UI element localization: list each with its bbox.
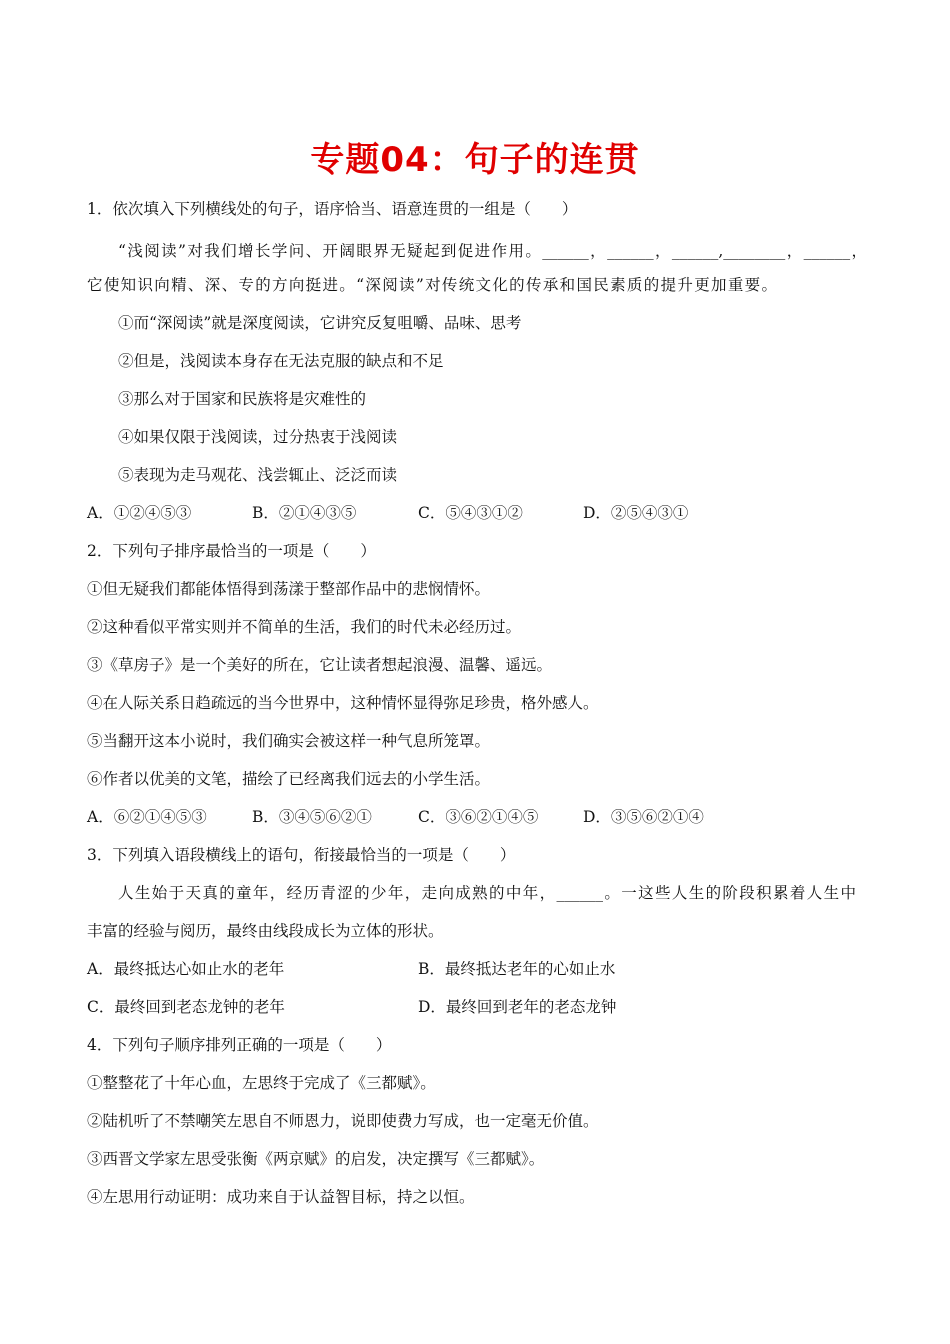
q2-option-c: C．③⑥②①④⑤: [418, 808, 539, 826]
q2-item-4: ④在人际关系日趋疏远的当今世界中，这种情怀显得弥足珍贵，格外感人。: [87, 694, 599, 712]
q1-option-c: C．⑤④③①②: [418, 504, 523, 522]
q1-option-a: A．①②④⑤③: [87, 504, 192, 522]
q2-option-a: A．⑥②①④⑤③: [87, 808, 207, 826]
q1-item-4: ④如果仅限于浅阅读，过分热衷于浅阅读: [118, 428, 398, 446]
q4-item-4: ④左思用行动证明：成功来自于认益智目标，持之以恒。: [87, 1188, 475, 1206]
q4-item-2: ②陆机听了不禁嘲笑左思自不师恩力，说即使费力写成，也一定毫无价值。: [87, 1112, 599, 1130]
q3-option-a: A．最终抵达心如止水的老年: [87, 960, 285, 978]
q1-passage-line1: “浅阅读”对我们增长学问、开阔眼界无疑起到促进作用。______，______，______,________，______，: [118, 242, 867, 260]
q2-item-1: ①但无疑我们都能体悟得到荡漾于整部作品中的悲悯情怀。: [87, 580, 491, 598]
page-title: 专题04：句子的连贯: [310, 140, 640, 180]
q3-passage-line2: 丰富的经验与阅历，最终由线段成长为立体的形状。: [87, 922, 444, 940]
q3-stem: 3．下列填入语段横线上的语句，衔接最恰当的一项是（ ）: [87, 846, 516, 864]
q1-item-1: ①而“深阅读”就是深度阅读，它讲究反复咀嚼、品味、思考: [118, 314, 522, 332]
q2-item-6: ⑥作者以优美的文笔，描绘了已经离我们远去的小学生活。: [87, 770, 491, 788]
q2-item-5: ⑤当翻开这本小说时，我们确实会被这样一种气息所笼罩。: [87, 732, 491, 750]
q1-item-3: ③那么对于国家和民族将是灾难性的: [118, 390, 367, 408]
q1-option-d: D．②⑤④③①: [583, 504, 689, 522]
q1-passage-line2: 它使知识向精、深、专的方向挺进。“深阅读”对传统文化的传承和国民素质的提升更加重要。: [87, 276, 777, 294]
q3-option-c: C．最终回到老态龙钟的老年: [87, 998, 285, 1016]
q1-option-b: B．②①④③⑤: [252, 504, 357, 522]
q1-stem: 1．依次填入下列横线处的句子，语序恰当、语意连贯的一组是（ ）: [87, 200, 578, 218]
q2-option-b: B．③④⑤⑥②①: [252, 808, 372, 826]
q3-option-b: B．最终抵达老年的心如止水: [418, 960, 616, 978]
q2-item-3: ③《草房子》是一个美好的所在，它让读者想起浪漫、温馨、遥远。: [87, 656, 553, 674]
q3-option-d: D．最终回到老年的老态龙钟: [418, 998, 617, 1016]
q2-item-2: ②这种看似平常实则并不简单的生活，我们的时代未必经历过。: [87, 618, 522, 636]
q1-item-5: ⑤表现为走马观花、浅尝辄止、泛泛而读: [118, 466, 398, 484]
q2-option-d: D．③⑤⑥②①④: [583, 808, 704, 826]
q4-item-1: ①整整花了十年心血，左思终于完成了《三都赋》。: [87, 1074, 436, 1092]
q4-item-3: ③西晋文学家左思受张衡《两京赋》的启发，决定撰写《三都赋》。: [87, 1150, 545, 1168]
q1-item-2: ②但是，浅阅读本身存在无法克服的缺点和不足: [118, 352, 444, 370]
q4-stem: 4．下列句子顺序排列正确的一项是（ ）: [87, 1036, 392, 1054]
q2-stem: 2．下列句子排序最恰当的一项是（ ）: [87, 542, 376, 560]
q3-passage-line1: 人生始于天真的童年，经历青涩的少年，走向成熟的中年，______。一这些人生的阶段积累着人生中: [118, 884, 856, 902]
